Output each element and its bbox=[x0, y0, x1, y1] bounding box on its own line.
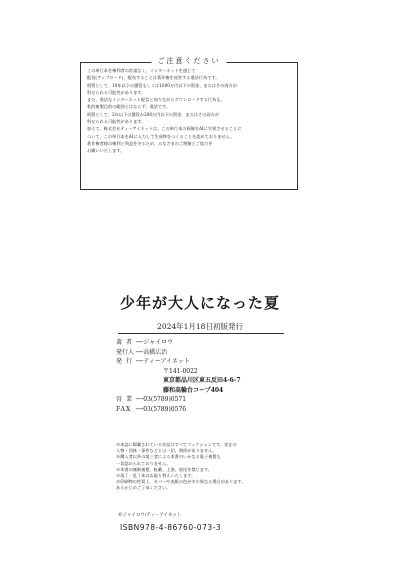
publisher-label: 発行人 bbox=[116, 348, 135, 356]
issuer-value: ──ティーアイネット bbox=[136, 358, 190, 365]
author-label: 著者 bbox=[116, 339, 137, 346]
publisher-value: ──高橋広治 bbox=[136, 348, 168, 356]
notice-line: ついて、この単行本をAIに入力して生成物をつくることを認めておりません。 bbox=[87, 133, 235, 139]
note-line: ※購入者以外の第三者による本書のいかなる電子複製も bbox=[116, 454, 221, 460]
book-title: 少年が大人になった夏 bbox=[119, 294, 280, 312]
publisher-row bbox=[116, 348, 296, 358]
notice-line: この単行本を権利者の許諾なく、インターネットを通じて bbox=[87, 68, 196, 73]
notice-title: ご注意ください bbox=[152, 56, 227, 66]
fax-label: FAX bbox=[116, 405, 132, 413]
issuer-label: 発行 bbox=[116, 358, 137, 365]
note-line: 一切認められておりません。 bbox=[116, 460, 171, 466]
isbn: ISBN978-4-86760-073-3 bbox=[120, 523, 222, 532]
divider-line bbox=[118, 333, 284, 334]
sales-phone: ──03(5789)0571 bbox=[136, 396, 187, 403]
postal-code: 〒141-0022 bbox=[163, 367, 198, 375]
note-line: 人物・団体・事件などとは一切、関係がありません。 bbox=[116, 448, 217, 454]
address-line-2: 藤和高輪台コープ404 bbox=[163, 386, 224, 394]
notice-line: 加えて、株式会社ティーアイネットは、この単行本の画像をAIに学習させることに bbox=[87, 126, 242, 132]
notice-line: 刑罰として、2年以下の懲役か200万円以下の罰金、またはその両方が bbox=[87, 111, 220, 117]
notice-line: 科せられる可能性があります。 bbox=[87, 89, 146, 95]
notice-line: 配信(アップロード)、配布することは著作権を侵害する違法行為です。 bbox=[87, 75, 220, 81]
fax-row bbox=[116, 405, 296, 415]
note-line: ※印刷物の性質上、カバーや表紙の色が多少異なる場合があります。 bbox=[116, 479, 246, 485]
notice-line: 私的複製目的の範囲とはならず、違法です。 bbox=[87, 104, 171, 110]
fax-number: ──03(5789)0576 bbox=[136, 405, 187, 413]
note-line: ※本誌に掲載されている作品はすべてフィクションです。実在の bbox=[116, 442, 237, 447]
sales-row bbox=[116, 395, 296, 405]
legal-notes bbox=[116, 442, 296, 492]
notice-line: 著作権者様の権利と利益を守るため、みなさまのご理解とご協力を bbox=[87, 140, 213, 146]
notice-box bbox=[80, 57, 298, 190]
address-line-1: 東京都品川区東五反田4-6-7 bbox=[163, 377, 241, 384]
note-line: あらかじめご了承ください。 bbox=[116, 485, 171, 491]
colophon bbox=[116, 338, 296, 414]
sales-label: 営業 bbox=[116, 396, 137, 403]
note-line: ※本書の無断複製、転載、上演、放送を禁じます。 bbox=[116, 466, 212, 472]
notice-line: 刑罰として、10年以下の懲役もしくは1000万円以下の罰金、またはその両方が bbox=[87, 82, 237, 88]
notice-line: また、違法なインターネット配信と知りながらダウンロードする行為も、 bbox=[87, 97, 225, 103]
edition-date: 2024年1月18日初版発行 bbox=[157, 322, 243, 331]
copyright: ©ジャイロウ/ティーアイネット bbox=[118, 513, 182, 518]
author-row bbox=[116, 338, 296, 348]
notice-line: お願いいたします。 bbox=[87, 148, 125, 154]
note-line: ※落丁・乱丁本はお取り替えいたします。 bbox=[116, 473, 196, 479]
notice-line: 科せられる可能性があります。 bbox=[87, 119, 146, 125]
author-value: ──ジャイロウ bbox=[136, 339, 174, 346]
issuer-row bbox=[116, 357, 296, 367]
